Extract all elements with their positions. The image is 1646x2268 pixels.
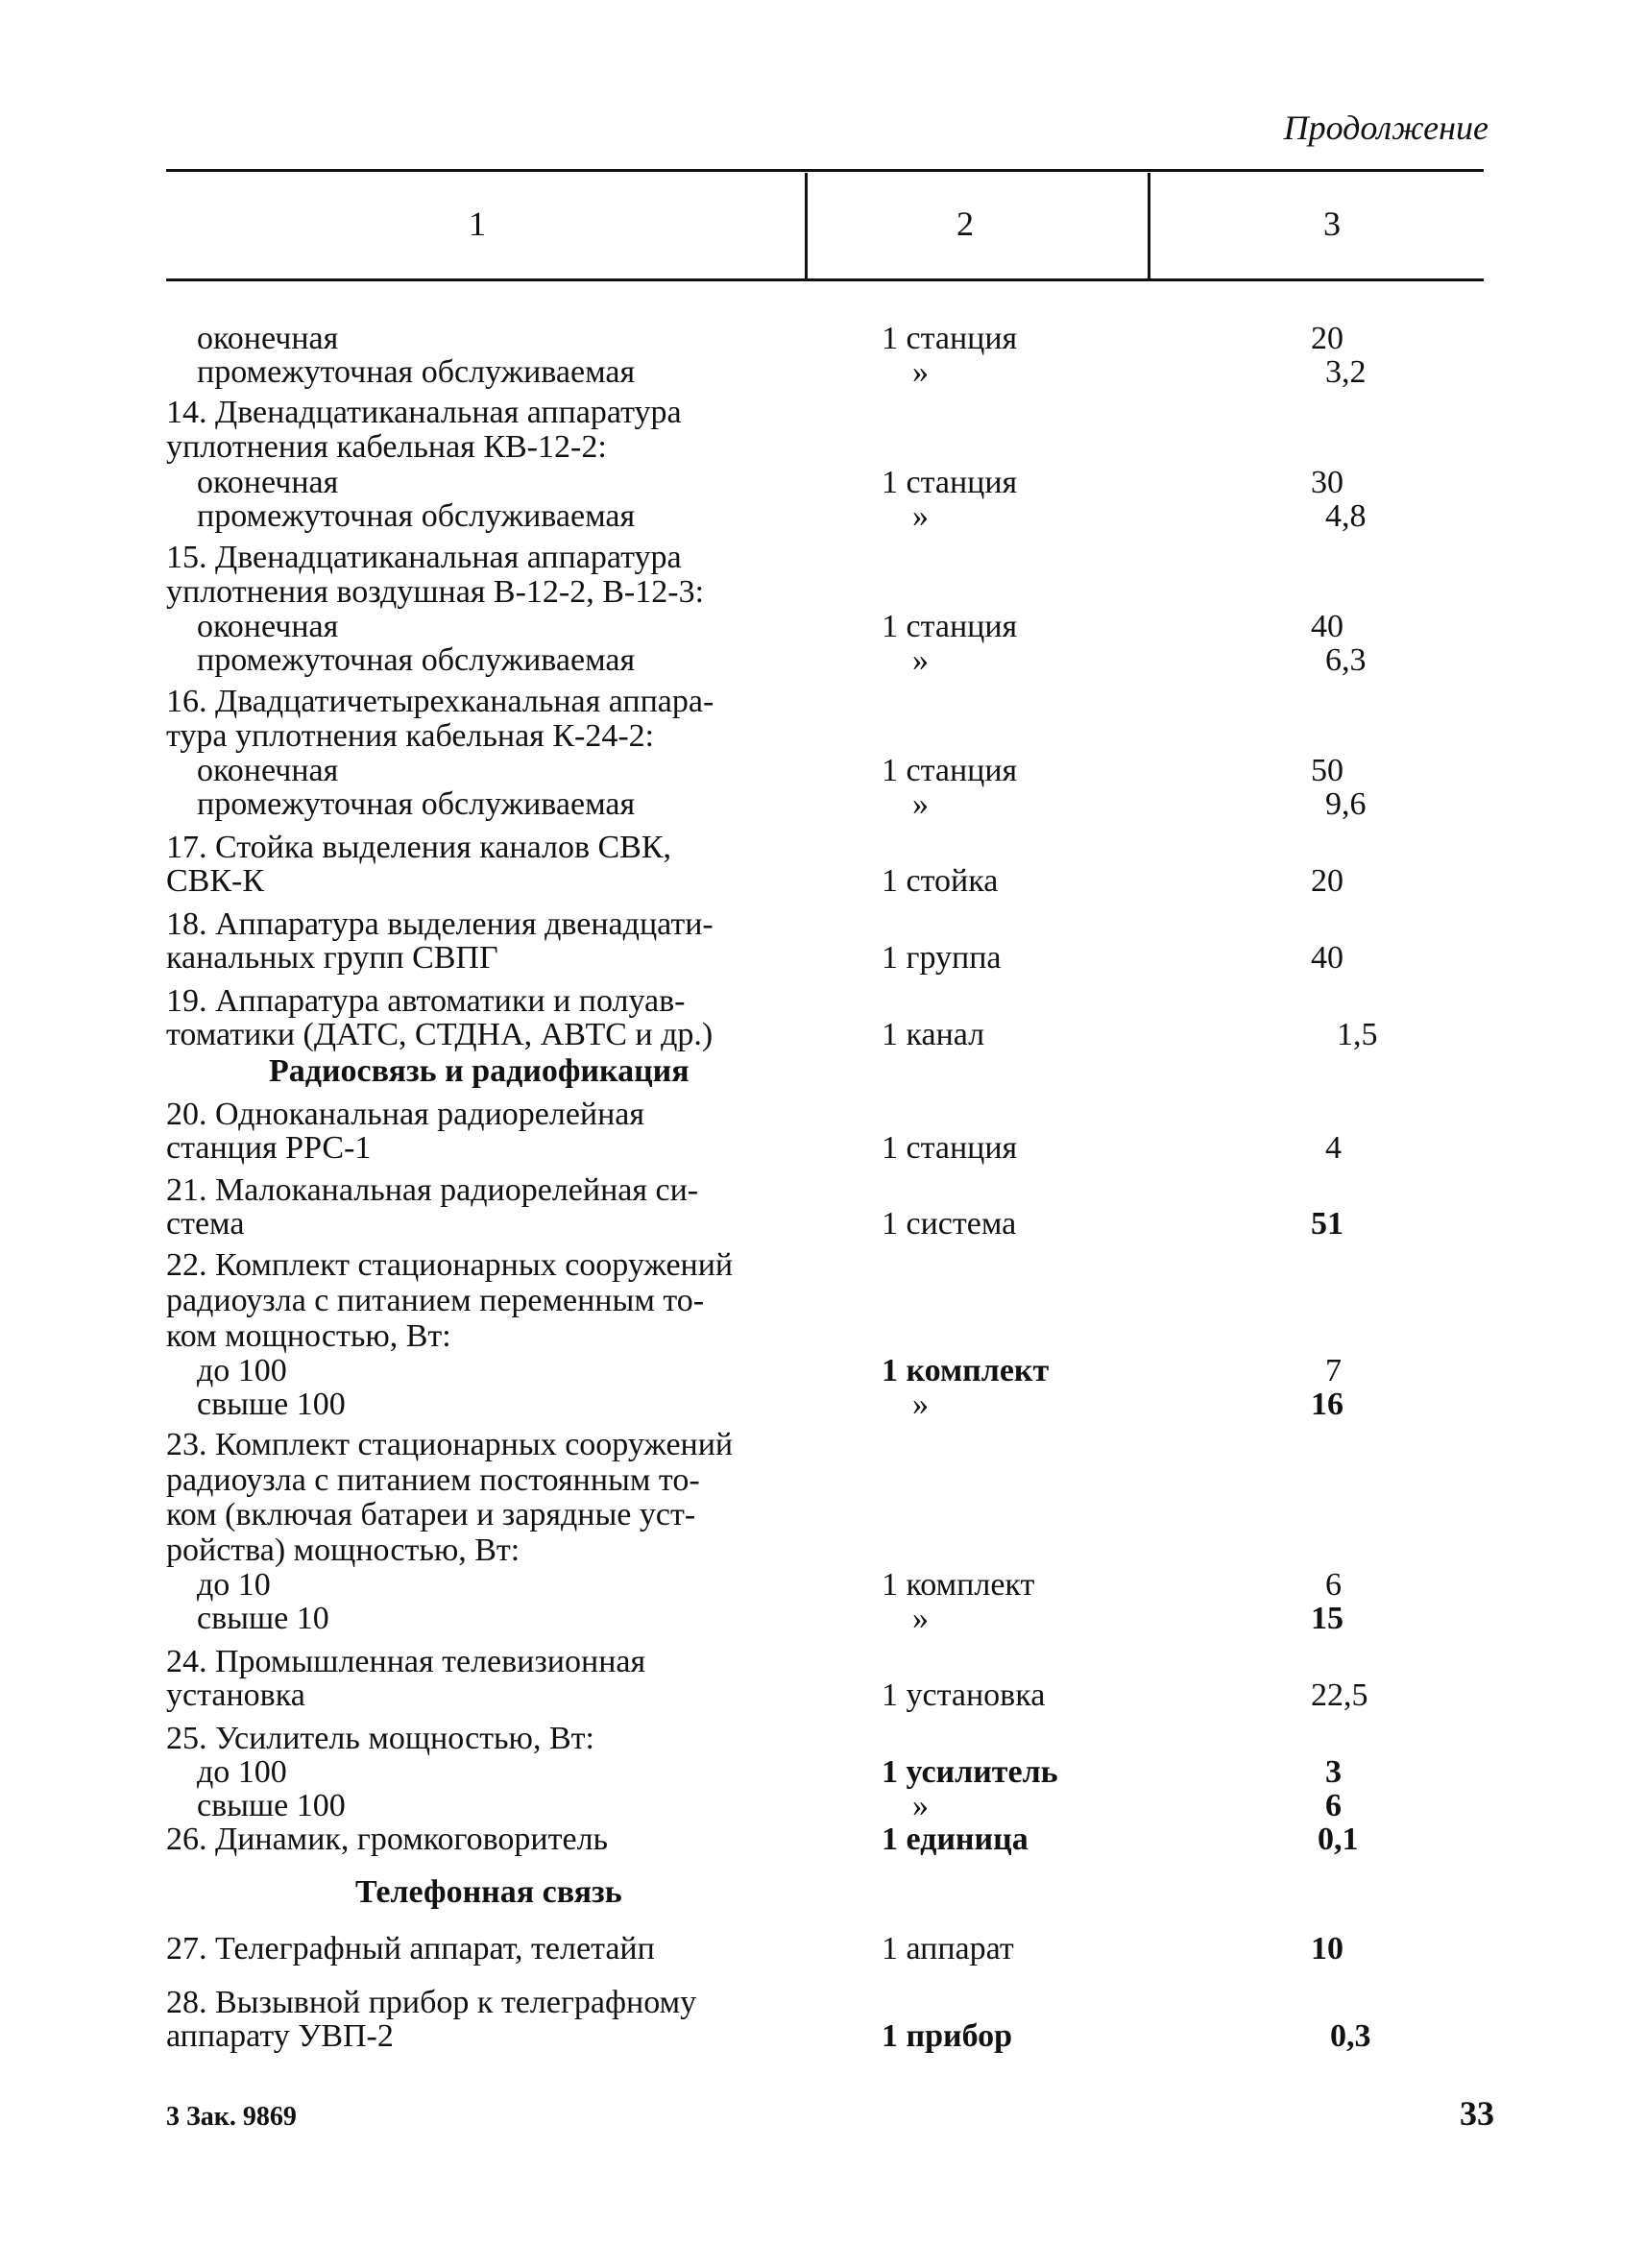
header-top-rule <box>166 169 1484 172</box>
page-number: 33 <box>1460 2094 1494 2133</box>
header-col-divider-1 <box>805 173 808 278</box>
header-col-divider-2 <box>1148 173 1150 278</box>
column-header-2: 2 <box>956 205 974 243</box>
section-heading-telephone: Телефонная связь <box>355 1874 622 1910</box>
continuation-label: Продолжение <box>1283 109 1489 147</box>
header-bottom-rule <box>166 278 1484 281</box>
section-heading-radio: Радиосвязь и радиофикация <box>269 1053 690 1089</box>
column-header-1: 1 <box>469 205 486 243</box>
column-header-3: 3 <box>1323 205 1341 243</box>
order-number: 3 Зак. 9869 <box>166 2102 297 2132</box>
